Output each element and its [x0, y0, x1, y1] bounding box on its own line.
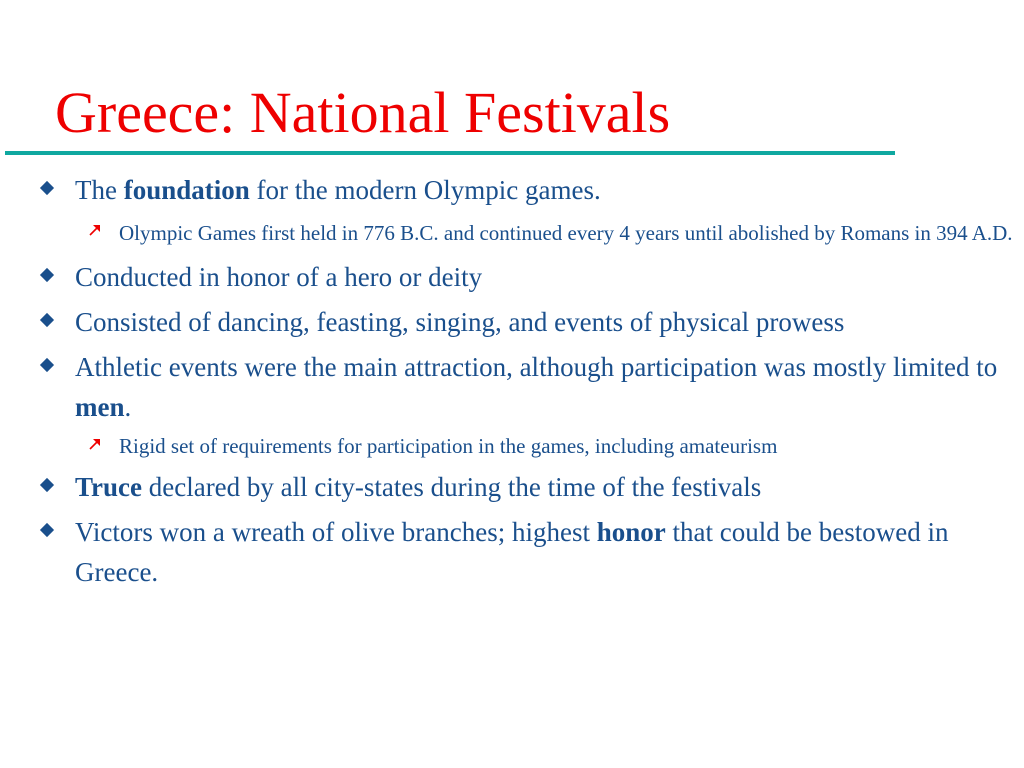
bullet-item [0, 302, 1024, 342]
bullet-text-run: Consisted of dancing, feasting, singing, and events of physical prowess [75, 307, 845, 337]
emphasis-text: Truce [75, 472, 142, 502]
bullet-text [75, 175, 601, 205]
bullet-text-run: Rigid set of requirements for participation in the games, including amateurism [119, 434, 778, 458]
bullet-text-run: Olympic Games first held in 776 B.C. and continued every 4 years until abolished by Romans in 394 A.D. [119, 221, 1013, 245]
emphasis-text: foundation [123, 175, 250, 205]
bullet-text-run: Victors won a wreath of olive branches; highest [75, 517, 597, 547]
title-underline [5, 151, 895, 155]
bullet-item [0, 347, 1024, 427]
diamond-bullet-icon [40, 313, 54, 327]
bullet-text-run: that could be bestowed in Greece. [75, 517, 949, 587]
bullet-text-run: for the modern Olympic games. [249, 175, 601, 205]
bullet-text [75, 262, 482, 292]
bullet-text-run: Conducted in honor of a hero or deity [75, 262, 483, 292]
diamond-bullet-icon [40, 181, 54, 195]
bullet-text-run: . [124, 392, 132, 422]
bullet-text-run: Athletic events were the main attraction, although participation was mostly limited to [75, 352, 998, 382]
bullet-item [0, 512, 1024, 592]
diamond-bullet-icon [40, 523, 54, 537]
bullet-text [75, 352, 997, 422]
bullet-item [0, 257, 1024, 297]
emphasis-text: honor [596, 517, 666, 547]
bullet-list [0, 170, 1024, 597]
sub-bullet-item [0, 209, 1024, 257]
arrow-bullet-icon [88, 437, 102, 451]
sub-bullet-text [119, 221, 1013, 245]
sub-bullet-item [0, 429, 1024, 463]
diamond-bullet-icon [40, 478, 54, 492]
arrow-bullet-icon [88, 223, 102, 237]
bullet-text-run: The [75, 175, 124, 205]
bullet-text [75, 472, 761, 502]
diamond-bullet-icon [40, 358, 54, 372]
emphasis-text: men [75, 392, 125, 422]
bullet-item [0, 467, 1024, 507]
bullet-text [75, 517, 948, 587]
bullet-item [0, 170, 1024, 210]
bullet-text-run: declared by all city-states during the time of the festivals [141, 472, 762, 502]
diamond-bullet-icon [40, 268, 54, 282]
bullet-text [75, 307, 844, 337]
sub-bullet-text [119, 434, 777, 458]
slide-title: Greece: National Festivals [55, 80, 671, 145]
